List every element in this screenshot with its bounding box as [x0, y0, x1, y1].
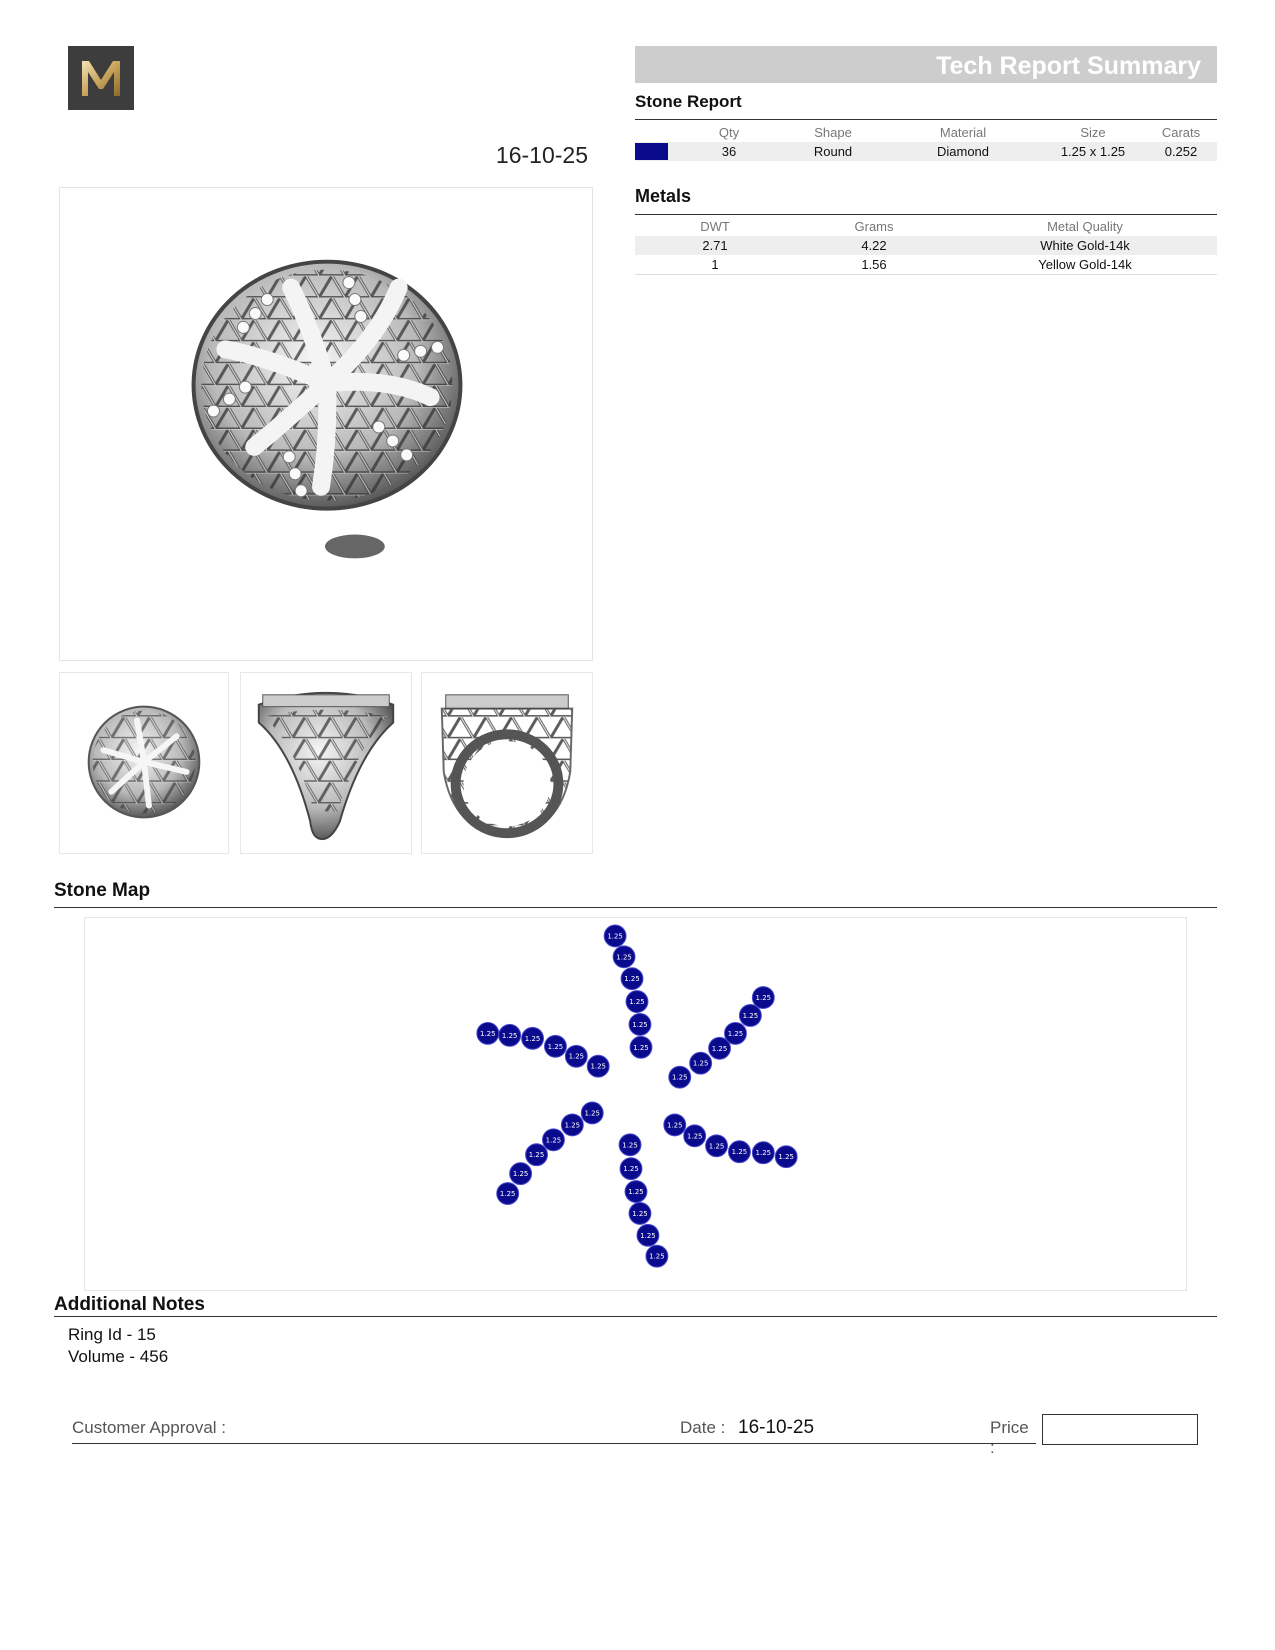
stone-marker	[613, 946, 635, 968]
stone-size-label: 1.25	[624, 975, 640, 984]
ring-top-thumbnail	[59, 672, 229, 854]
stone-size-label: 1.25	[632, 1209, 648, 1218]
stone-marker	[775, 1146, 797, 1168]
note-ring-id: Ring Id - 15	[68, 1325, 156, 1344]
price-field[interactable]	[1042, 1414, 1198, 1445]
stone-size-label: 1.25	[616, 953, 632, 962]
stone-color-swatch	[635, 143, 668, 160]
table-row	[635, 255, 1217, 274]
stone-size-label: 1.25	[480, 1029, 496, 1038]
stone-marker	[477, 1022, 499, 1044]
price-label: Price :	[990, 1418, 1029, 1457]
stone-size-label: 1.25	[524, 1034, 541, 1043]
customer-approval-label: Customer Approval :	[72, 1418, 227, 1437]
stone-size-label: 1.25	[778, 1153, 794, 1162]
table-row	[635, 142, 1217, 161]
stone-size-label: 1.25	[708, 1142, 725, 1151]
stone-size-label: 1.25	[568, 1052, 585, 1061]
col-dwt: DWT	[700, 218, 730, 234]
stone-size-label: 1.25	[590, 1062, 606, 1071]
metals-table	[635, 216, 1217, 275]
col-metal-quality: Metal Quality	[1047, 218, 1123, 234]
stone-size-label: 1.25	[692, 1059, 709, 1068]
stone-marker	[621, 968, 643, 990]
stone-size-label: 1.25	[742, 1011, 759, 1020]
note-volume: Volume - 456	[68, 1347, 169, 1366]
stone-marker	[620, 1158, 642, 1180]
stone-marker	[499, 1024, 521, 1046]
stone-marker	[684, 1125, 706, 1147]
additional-notes-title: Additional Notes	[54, 1294, 205, 1315]
metal-dwt: 1	[635, 255, 795, 274]
stone-marker	[619, 1134, 641, 1156]
stone-marker	[626, 991, 648, 1013]
metal-quality: Yellow Gold-14k	[953, 255, 1217, 274]
stone-marker	[587, 1055, 609, 1077]
stone-marker	[544, 1035, 566, 1057]
stone-size-label: 1.25	[731, 1148, 748, 1157]
stone-marker	[543, 1129, 565, 1151]
stone-size-label: 1.25	[632, 1020, 648, 1029]
stone-size-label: 1.25	[649, 1252, 665, 1261]
ring-top-render-image	[60, 188, 592, 660]
stone-size-label: 1.25	[501, 1031, 518, 1040]
stone-map-canvas	[84, 917, 1187, 1291]
metal-dwt: 2.71	[635, 236, 795, 255]
stone-marker	[526, 1144, 548, 1166]
stone-map-diagram	[85, 918, 1186, 1290]
col-shape: Shape	[814, 124, 852, 140]
stone-size-label: 1.25	[755, 994, 772, 1003]
stone-marker	[565, 1045, 587, 1067]
stone-size-label: 1.25	[686, 1132, 703, 1141]
stone-report-divider	[635, 119, 1217, 120]
stone-report-title: Stone Report	[635, 92, 742, 111]
metal-grams: 4.22	[795, 236, 953, 255]
stone-map-divider	[54, 907, 1217, 908]
stone-size-label: 1.25	[623, 1165, 639, 1174]
col-material: Material	[939, 124, 987, 140]
stone-size-label: 1.25	[545, 1136, 562, 1145]
stone-material: Diamond	[885, 142, 1041, 161]
report-date: 16-10-25	[495, 142, 588, 168]
stone-qty: 36	[677, 142, 781, 161]
stone-size-label: 1.25	[622, 1141, 638, 1150]
stone-marker	[604, 925, 626, 947]
stone-carats: 0.252	[1145, 142, 1217, 161]
stone-report-header-row	[635, 122, 1217, 142]
stone-size-label: 1.25	[755, 1149, 772, 1158]
stone-size-label: 1.25	[640, 1231, 656, 1240]
stone-size-label: 1.25	[672, 1073, 688, 1082]
stone-size-label: 1.25	[499, 1190, 516, 1199]
stone-size-label: 1.25	[711, 1044, 728, 1053]
ring-top-thumbnail-image	[60, 673, 228, 853]
stone-size-label: 1.25	[629, 998, 645, 1007]
report-title: Tech Report Summary	[635, 46, 1217, 83]
stone-size-label: 1.25	[667, 1121, 683, 1130]
col-grams: Grams	[854, 218, 894, 234]
stone-size-label: 1.25	[607, 932, 623, 941]
additional-notes-divider	[54, 1316, 1217, 1317]
approval-date-value: 16-10-25	[738, 1417, 815, 1438]
approval-date-label: Date :	[680, 1418, 726, 1437]
stone-marker	[664, 1114, 686, 1136]
metal-quality: White Gold-14k	[953, 236, 1217, 255]
stone-marker	[729, 1141, 751, 1163]
stone-marker	[637, 1224, 659, 1246]
stone-marker	[581, 1102, 603, 1124]
stone-marker	[625, 1181, 647, 1203]
logo-m-icon	[68, 46, 134, 110]
stone-marker	[646, 1245, 668, 1267]
stone-marker	[630, 1036, 652, 1058]
stone-marker	[752, 1142, 774, 1164]
ring-front-thumbnail-image	[422, 673, 592, 853]
stone-size-label: 1.25	[564, 1121, 581, 1130]
stone-marker	[497, 1183, 519, 1205]
stone-size: 1.25 x 1.25	[1041, 142, 1145, 161]
stone-size-label: 1.25	[528, 1151, 545, 1160]
stone-size-label: 1.25	[584, 1109, 600, 1118]
ring-side-thumbnail	[240, 672, 412, 854]
ring-main-view	[59, 187, 593, 661]
stone-marker	[561, 1114, 583, 1136]
stone-size-label: 1.25	[633, 1043, 649, 1052]
stone-marker	[510, 1163, 532, 1185]
stone-marker	[706, 1135, 728, 1157]
metals-header-row	[635, 216, 1217, 236]
additional-notes	[68, 1324, 168, 1368]
stone-shape: Round	[781, 142, 885, 161]
stone-marker	[709, 1037, 731, 1059]
col-size: Size	[1080, 124, 1106, 140]
metal-grams: 1.56	[795, 255, 953, 274]
stone-marker	[522, 1027, 544, 1049]
stone-size-label: 1.25	[727, 1029, 744, 1038]
col-carats: Carats	[1161, 124, 1201, 140]
approval-line	[72, 1412, 1036, 1457]
stone-marker	[690, 1052, 712, 1074]
stone-marker	[669, 1066, 691, 1088]
stone-report-table	[635, 122, 1217, 161]
stone-marker	[629, 1013, 651, 1035]
table-row	[635, 236, 1217, 255]
stone-size-label: 1.25	[547, 1042, 564, 1051]
company-logo	[68, 46, 134, 110]
stone-marker	[629, 1202, 651, 1224]
col-qty: Qty	[718, 124, 740, 140]
ring-front-thumbnail	[421, 672, 593, 854]
metals-divider	[635, 214, 1217, 215]
stone-size-label: 1.25	[512, 1170, 529, 1179]
ring-side-thumbnail-image	[241, 673, 411, 853]
stone-size-label: 1.25	[628, 1188, 644, 1197]
stone-marker	[739, 1005, 761, 1027]
stone-map-title: Stone Map	[54, 880, 151, 901]
metals-title: Metals	[635, 186, 692, 206]
stone-marker	[752, 987, 774, 1009]
